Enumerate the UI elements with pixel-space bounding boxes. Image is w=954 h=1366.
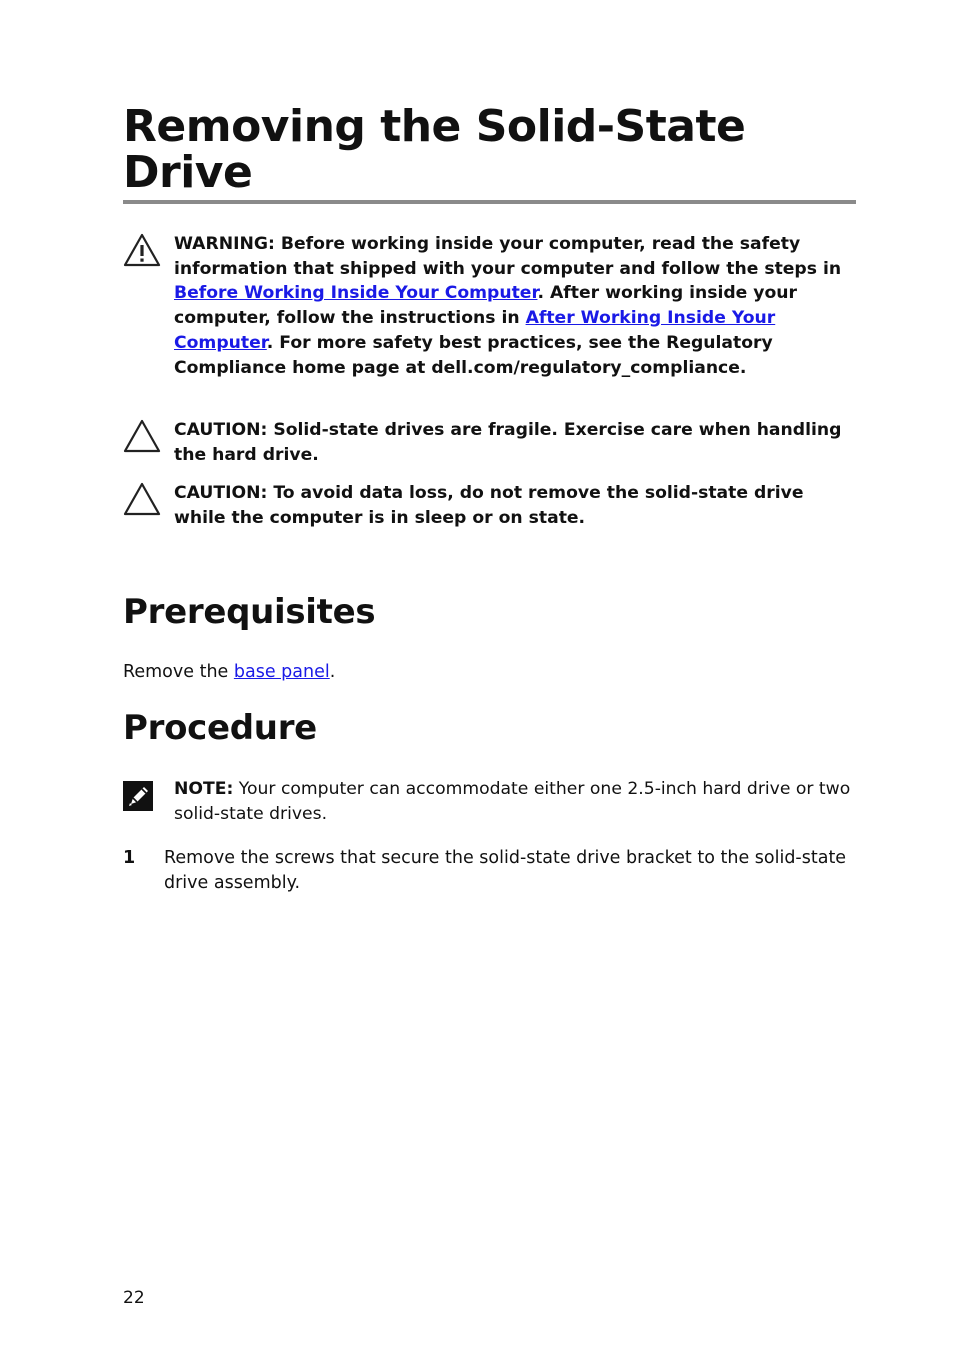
step-number: 1 [123, 848, 136, 868]
warning-text: WARNING: Before working inside your computer, read the safety information that shipped with your computer and follow the steps in Before Working Inside Your Computer. After working inside your computer, follow the instructions in After Working Inside Your Computer. For more safety best practices, see the Regulatory Compliance home page at dell.com/regulatory_compliance. [174, 234, 842, 378]
step-text: Remove the screws that secure the solid-state drive bracket to the solid-state drive assembly. [164, 848, 847, 893]
warning-icon [123, 232, 161, 268]
caution-icon [123, 418, 161, 454]
caution-icon [123, 481, 161, 517]
base-panel-link[interactable]: base panel [233, 662, 330, 682]
after-working-link[interactable]: After Working Inside Your Computer [174, 308, 776, 353]
before-working-link[interactable]: Before Working Inside Your Computer [174, 283, 538, 304]
pencil-note-icon [123, 781, 161, 817]
caution-text-fragile: CAUTION: Solid-state drives are fragile. Exercise care when handling the hard drive. [174, 420, 842, 465]
note-text: NOTE: Your computer can accommodate either one 2.5-inch hard drive or two solid-state drives. [174, 779, 851, 824]
page-title: Removing the Solid-State Drive [123, 101, 746, 198]
prerequisites-text: Remove the base panel. [123, 662, 336, 682]
prerequisites-heading: Prerequisites [123, 592, 376, 632]
caution-text-data-loss: CAUTION: To avoid data loss, do not remove the solid-state drive while the computer is in sleep or on state. [174, 483, 804, 528]
procedure-heading: Procedure [123, 708, 317, 748]
note-label: NOTE: [174, 779, 234, 799]
page-number: 22 [123, 1288, 145, 1308]
title-underline [123, 200, 856, 204]
